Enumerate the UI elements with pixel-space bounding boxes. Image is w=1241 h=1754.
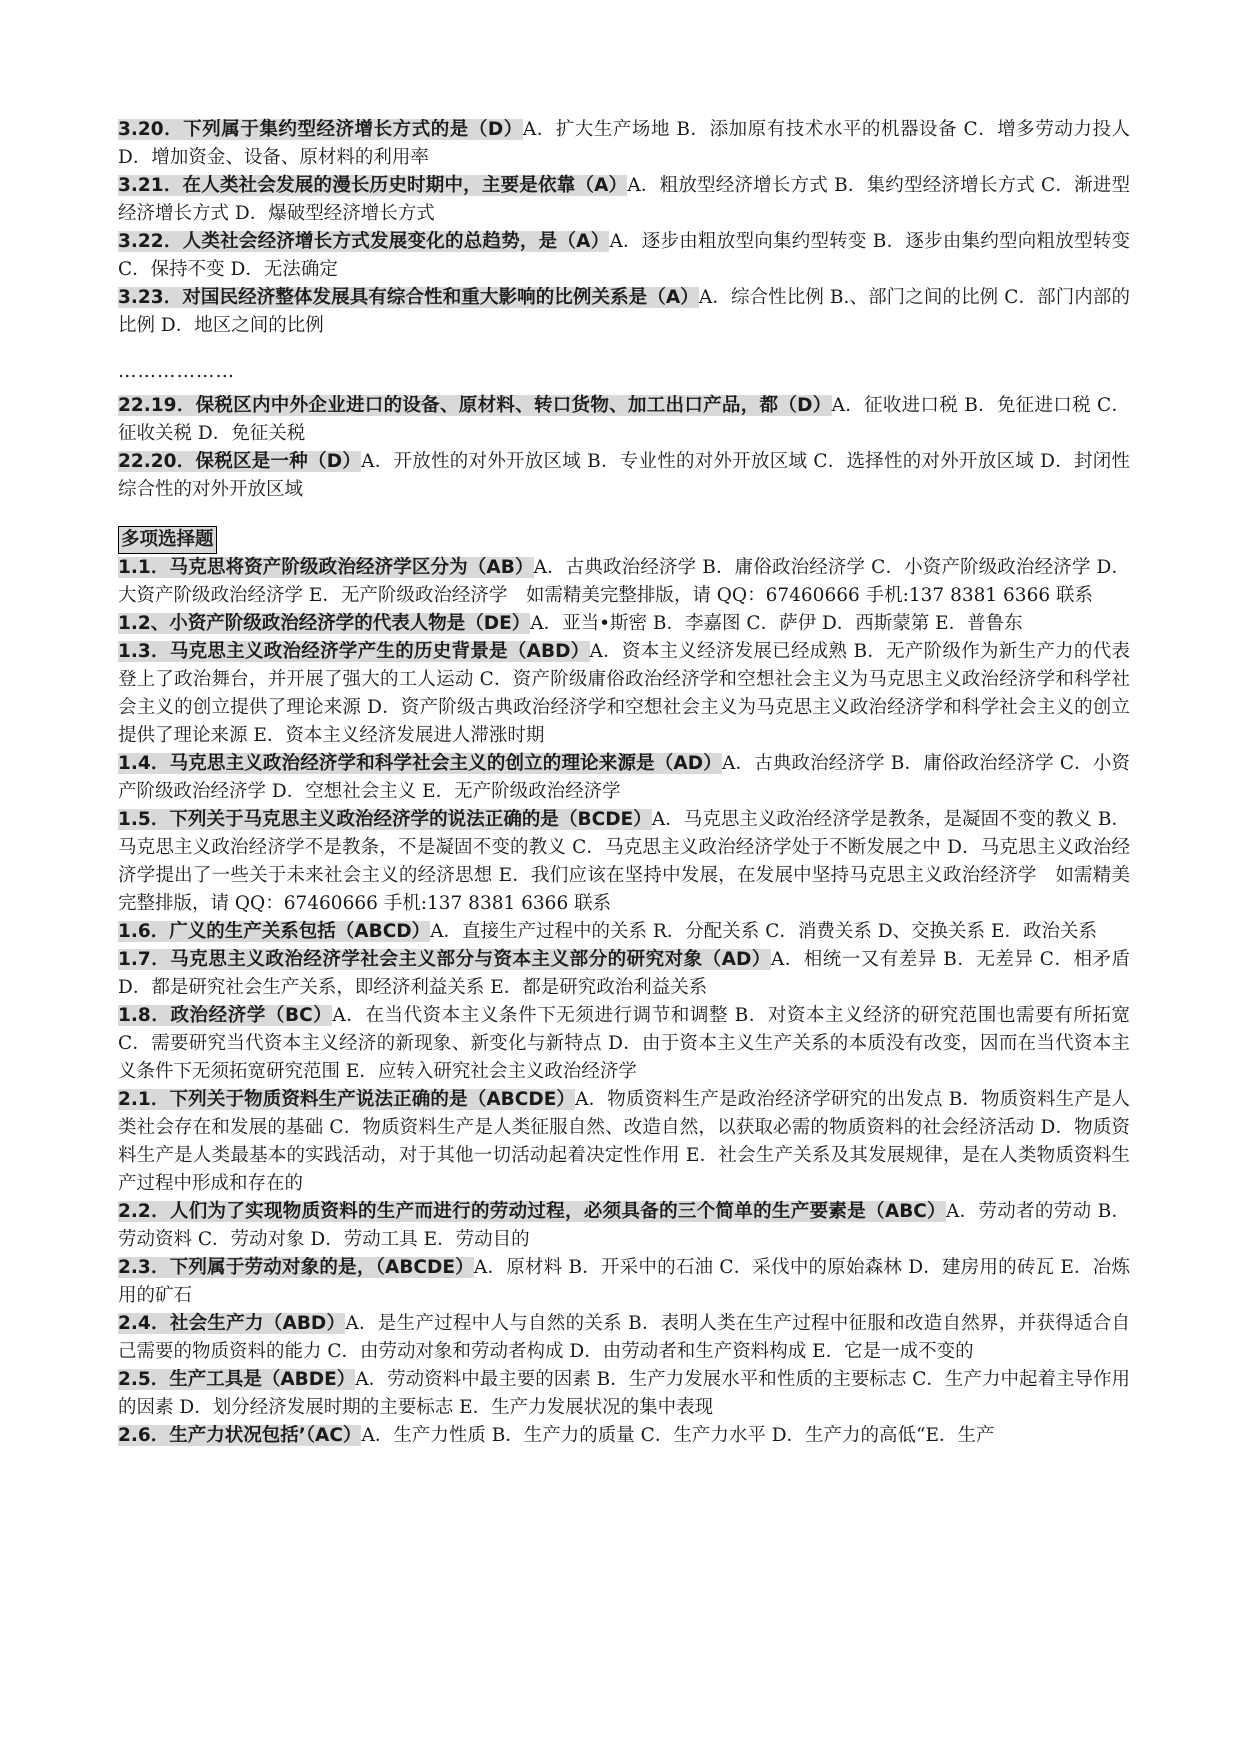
question-item [118,554,1130,610]
question-options: A．是生产过程中人与自然的关系 B．表明人类在生产过程中征服和改造自然界，并获得适合自己需要的物质资料的能力 C．由劳动对象和劳动者构成 D．由劳动者和生产资料构成 E．它是一成不变的 [118,1313,1130,1362]
question-options: A．粗放型经济增长方式 B．集约型经济增长方式 C．渐进型经济增长方式 D．爆破型经济增长方式 [118,175,1131,224]
question-stem: 3.21．在人类社会发展的漫长历史时期中，主要是依靠（A） [118,175,628,196]
section-gap [118,504,1130,526]
question-options: A．劳动资料中最主要的因素 B．生产力发展水平和性质的主要标志 C．生产力中起着主导作用的因素 D．划分经济发展时期的主要标志 E．生产力发展状况的集中表现 [118,1369,1131,1418]
question-stem: 2.2．人们为了实现物质资料的生产而进行的劳动过程，必须具备的三个简单的生产要素是（ABC） [118,1201,946,1222]
document-page [118,116,1130,1450]
question-item [118,1086,1130,1198]
question-item [118,448,1130,504]
question-stem: 22.20．保税区是一种（D） [118,451,362,472]
section-heading: 多项选择题 [118,526,217,554]
question-item [118,172,1130,228]
question-options: A．物质资料生产是政治经济学研究的出发点 B．物质资料生产是人类社会存在和发展的基础 C．物质资料生产是人类征服自然、改造自然，以获取必需的物质资料的社会经济活动 D．物质资料生产是人类最基本的实践活动，对于其他一切活动起着决定性作用 E．社会生产关系及其发展规律，是在人类物质资料生产过程中形成和存在的 [118,1089,1131,1194]
question-stem: 1.7．马克思主义政治经济学社会主义部分与资本主义部分的研究对象（AD） [118,949,771,970]
question-options: A．相统一又有差异 B．无差异 C．相矛盾 D．都是研究社会生产关系，即经济利益关系 E．都是研究政治利益关系 [118,949,1131,998]
question-stem: 1.3．马克思主义政治经济学产生的历史背景是（ABD） [118,641,590,662]
question-item [118,1198,1130,1254]
question-options: A．综合性比例 B.、部门之间的比例 C．部门内部的比例 D．地区之间的比例 [118,287,1130,336]
question-stem: 1.2、小资产阶级政治经济学的代表人物是（DE） [118,613,531,634]
question-item [118,638,1130,750]
question-options: A．生产力性质 B．生产力的质量 C．生产力水平 D．生产力的高低“E．生产 [361,1425,995,1446]
question-item [118,610,1130,638]
single-choice-list-2 [118,392,1130,504]
question-options: A．古典政治经济学 B．庸俗政治经济学 C．小资产阶级政治经济学 D．空想社会主义 E．无产阶级政治经济学 [118,753,1131,802]
section-heading-row [118,526,1130,554]
question-item [118,918,1130,946]
question-stem: 3.22．人类社会经济增长方式发展变化的总趋势，是（A） [118,231,610,252]
question-options: A．征收进口税 B．免征进口税 C．征收关税 D．免征关税 [118,395,1130,444]
question-stem: 3.20．下列属于集约型经济增长方式的是（D） [118,119,523,140]
question-item [118,228,1130,284]
question-item [118,750,1130,806]
question-options: A．马克思主义政治经济学是教条，是凝固不变的教义 B．马克思主义政治经济学不是教条，不是凝固不变的教义 C．马克思主义政治经济学处于不断发展之中 D．马克思主义政治经济学提出了一些关于未来社会主义的经济思想 E．我们应该在坚持中发展，在发展中坚持马克思主义政治经济学 如需精美完整排版，请 QQ：67460666 手机:137 8381 6366 联系 [118,809,1131,914]
question-item [118,392,1130,448]
question-stem: 2.3．下列属于劳动对象的是，（ABCDE） [118,1257,474,1278]
question-item [118,116,1130,172]
question-stem: 2.6．生产力状况包括’（AC） [118,1425,362,1446]
question-options: A．开放性的对外开放区域 B．专业性的对外开放区域 C．选择性的对外开放区域 D．封闭性综合性的对外开放区域 [118,451,1131,500]
question-item [118,1310,1130,1366]
question-options: A．扩大生产场地 B．添加原有技术水平的机器设备 C．增多劳动力投人 D．增加资金、设备、原材料的利用率 [118,119,1130,168]
single-choice-list-1 [118,116,1130,340]
ellipsis-separator: ……………… [118,361,235,382]
question-options: A．劳动者的劳动 B．劳动资料 C．劳动对象 D．劳动工具 E．劳动目的 [118,1201,1130,1250]
question-stem: 1.4．马克思主义政治经济学和科学社会主义的创立的理论来源是（AD） [118,753,722,774]
question-stem: 2.1．下列关于物质资料生产说法正确的是（ABCDE） [118,1089,576,1110]
question-stem: 2.5．生产工具是（ABDE） [118,1369,356,1390]
question-item [118,284,1130,340]
question-stem: 1.5．下列关于马克思主义政治经济学的说法正确的是（BCDE） [118,809,652,830]
question-options: A．古典政治经济学 B．庸俗政治经济学 C．小资产阶级政治经济学 D．大资产阶级政治经济学 E．无产阶级政治经济学 如需精美完整排版，请 QQ：67460666 手机:137 8381 6366 联系 [118,557,1130,606]
question-item [118,1002,1130,1086]
question-options: A．原材料 B．开采中的石油 C．采伐中的原始森林 D．建房用的砖瓦 E．冶炼用的矿石 [118,1257,1130,1306]
question-options: A．在当代资本主义条件下无须进行调节和调整 B．对资本主义经济的研究范围也需要有所拓宽 C．需要研究当代资本主义经济的新现象、新变化与新特点 D．由于资本主义生产关系的本质没有改变，因而在当代资本主义条件下无须拓宽研究范围 E．应转入研究社会主义政治经济学 [118,1005,1130,1082]
question-stem: 3.23．对国民经济整体发展具有综合性和重大影响的比例关系是（A） [118,287,699,308]
question-item [118,1366,1130,1422]
question-item [118,946,1130,1002]
question-stem: 1.1．马克思将资产阶级政治经济学区分为（AB） [118,557,534,578]
question-item [118,806,1130,918]
question-stem: 2.4．社会生产力（ABD） [118,1313,346,1334]
question-stem: 1.8．政治经济学（BC） [118,1005,333,1026]
question-options: A．资本主义经济发展已经成熟 B．无产阶级作为新生产力的代表登上了政治舞台，并开展了强大的工人运动 C．资产阶级庸俗政治经济学和空想社会主义为马克思主义政治经济学和科学社会主义的创立提供了理论来源 D．资产阶级古典政治经济学和空想社会主义为马克思主义政治经济学和科学社会主义的创立提供了理论来源 E．资本主义经济发展进人滞涨时期 [118,641,1130,746]
question-stem: 1.6．广义的生产关系包括（ABCD） [118,921,431,942]
multiple-choice-list [118,554,1130,1450]
question-options: A．亚当•斯密 B．李嘉图 C．萨伊 D．西斯蒙第 E．普鲁东 [530,613,1023,634]
question-item [118,1254,1130,1310]
question-stem: 22.19．保税区内中外企业进口的设备、原材料、转口货物、加工出口产品，都（D） [118,395,832,416]
question-item [118,1422,1130,1450]
question-options: A．直接生产过程中的关系 R．分配关系 C．消费关系 D、交换关系 E．政治关系 [430,921,1097,942]
question-options: A．逐步由粗放型向集约型转变 B．逐步由集约型向粗放型转变 C．保持不变 D．无法确定 [118,231,1130,280]
